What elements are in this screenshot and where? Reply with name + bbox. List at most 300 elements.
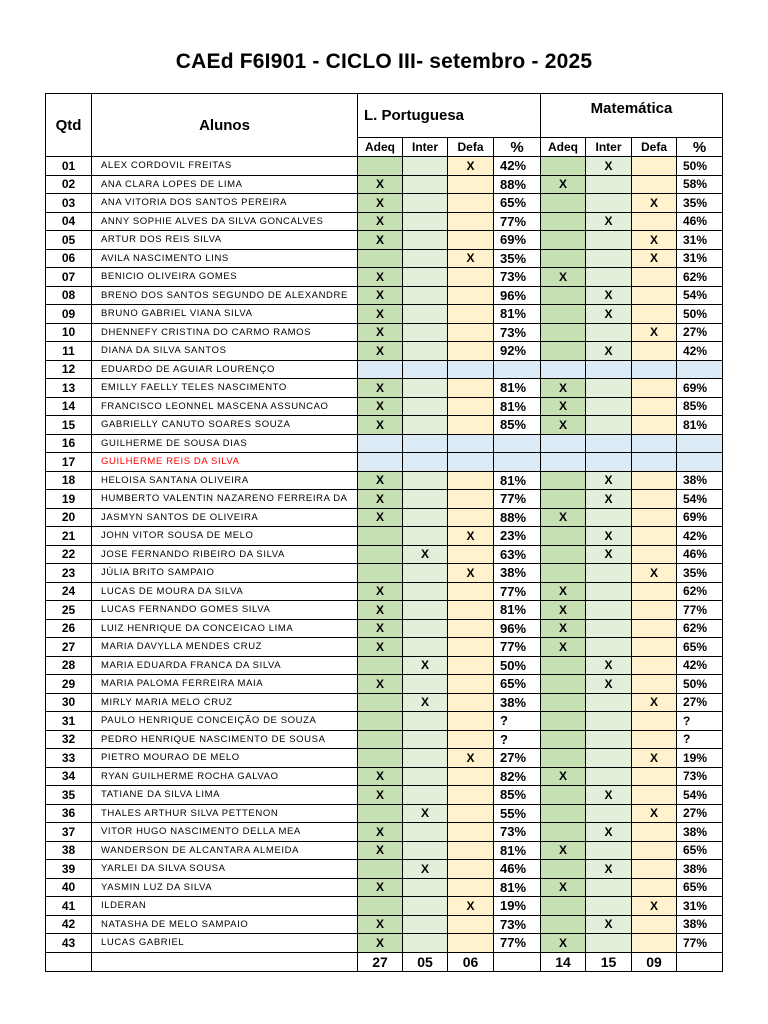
- lp-defa-cell: [448, 823, 494, 842]
- mt-pct-cell: 85%: [677, 397, 723, 416]
- mt-defa-cell: [632, 212, 677, 231]
- mt-inter-cell: X: [586, 823, 632, 842]
- lp-defa-cell: [448, 416, 494, 435]
- lp-pct-cell: 73%: [494, 268, 541, 287]
- student-name: MIRLY MARIA MELO CRUZ: [92, 693, 358, 712]
- lp-inter-cell: [403, 619, 448, 638]
- row-number: 23: [46, 564, 92, 583]
- mt-adeq-cell: X: [541, 767, 586, 786]
- mt-defa-cell: [632, 638, 677, 657]
- student-name: ALEX CORDOVIL FREITAS: [92, 157, 358, 176]
- lp-defa-cell: [448, 675, 494, 694]
- lp-adeq-cell: [358, 860, 403, 879]
- mt-pct-cell: 62%: [677, 582, 723, 601]
- lp-adeq-cell: [358, 360, 403, 379]
- student-name: ARTUR DOS REIS SILVA: [92, 231, 358, 250]
- mt-adeq-cell: X: [541, 582, 586, 601]
- student-name: JÚLIA BRITO SAMPAIO: [92, 564, 358, 583]
- lp-pct-cell: ?: [494, 730, 541, 749]
- mt-adeq-cell: [541, 360, 586, 379]
- mt-inter-cell: X: [586, 471, 632, 490]
- student-name: NATASHA DE MELO SAMPAIO: [92, 915, 358, 934]
- lp-inter-cell: [403, 823, 448, 842]
- student-name: PEDRO HENRIQUE NASCIMENTO DE SOUSA: [92, 730, 358, 749]
- row-number: 29: [46, 675, 92, 694]
- lp-defa-cell: [448, 379, 494, 398]
- mt-defa-cell: [632, 397, 677, 416]
- lp-defa-cell: [448, 342, 494, 361]
- row-number: 16: [46, 434, 92, 453]
- row-number: 20: [46, 508, 92, 527]
- mt-inter-cell: [586, 434, 632, 453]
- lp-adeq-cell: [358, 545, 403, 564]
- lp-adeq-cell: [358, 249, 403, 268]
- lp-defa-total: 06: [448, 952, 494, 971]
- lp-defa-cell: [448, 804, 494, 823]
- student-name: ANA CLARA LOPES DE LIMA: [92, 175, 358, 194]
- lp-adeq-cell: X: [358, 619, 403, 638]
- mt-defa-cell: [632, 582, 677, 601]
- lp-inter-cell: X: [403, 804, 448, 823]
- totals-empty-cell: [92, 952, 358, 971]
- mt-adeq-cell: X: [541, 619, 586, 638]
- lp-pct-cell: 73%: [494, 823, 541, 842]
- lp-inter-cell: [403, 730, 448, 749]
- lp-defa-cell: [448, 619, 494, 638]
- mt-adeq-cell: [541, 730, 586, 749]
- lp-adeq-cell: X: [358, 601, 403, 620]
- mt-defa-cell: [632, 471, 677, 490]
- mt-inter-cell: [586, 323, 632, 342]
- lp-inter-cell: [403, 749, 448, 768]
- lp-defa-cell: [448, 545, 494, 564]
- lp-pct-cell: 85%: [494, 416, 541, 435]
- lp-pct-cell: 81%: [494, 841, 541, 860]
- table-row: [46, 749, 723, 768]
- lp-adeq-cell: X: [358, 212, 403, 231]
- mt-inter-cell: X: [586, 157, 632, 176]
- row-number: 07: [46, 268, 92, 287]
- row-number: 41: [46, 897, 92, 916]
- student-name: DIANA DA SILVA SANTOS: [92, 342, 358, 361]
- lp-adeq-cell: X: [358, 342, 403, 361]
- lp-adeq-cell: [358, 749, 403, 768]
- lp-pct-cell: 23%: [494, 527, 541, 546]
- row-number: 33: [46, 749, 92, 768]
- mt-inter-cell: [586, 804, 632, 823]
- table-row: [46, 804, 723, 823]
- mt-adeq-cell: [541, 434, 586, 453]
- lp-adeq-total: 27: [358, 952, 403, 971]
- mt-defa-cell: [632, 767, 677, 786]
- student-name: YASMIN LUZ DA SILVA: [92, 878, 358, 897]
- table-row: [46, 471, 723, 490]
- totals-empty-cell: [677, 952, 723, 971]
- mt-inter-cell: [586, 619, 632, 638]
- student-name: ANA VITORIA DOS SANTOS PEREIRA: [92, 194, 358, 213]
- lp-pct-cell: 73%: [494, 323, 541, 342]
- mt-defa-cell: [632, 675, 677, 694]
- lp-pct-cell: 65%: [494, 194, 541, 213]
- lp-defa-cell: [448, 582, 494, 601]
- mt-pct-cell: 73%: [677, 767, 723, 786]
- mt-defa-cell: [632, 656, 677, 675]
- row-number: 34: [46, 767, 92, 786]
- row-number: 36: [46, 804, 92, 823]
- mt-defa-cell: [632, 527, 677, 546]
- row-number: 08: [46, 286, 92, 305]
- mt-inter-cell: [586, 416, 632, 435]
- mt-inter-cell: [586, 397, 632, 416]
- lp-adeq-cell: X: [358, 305, 403, 324]
- row-number: 39: [46, 860, 92, 879]
- mt-pct-cell: 58%: [677, 175, 723, 194]
- lp-pct-cell: 88%: [494, 508, 541, 527]
- lp-defa-cell: [448, 268, 494, 287]
- lp-pct-cell: 38%: [494, 564, 541, 583]
- mt-defa-cell: [632, 786, 677, 805]
- row-number: 35: [46, 786, 92, 805]
- lp-adeq-cell: [358, 693, 403, 712]
- mt-inter-cell: X: [586, 860, 632, 879]
- mt-pct-cell: 27%: [677, 323, 723, 342]
- mt-pct-cell: 62%: [677, 619, 723, 638]
- mt-adeq-cell: X: [541, 508, 586, 527]
- lp-adeq-cell: X: [358, 638, 403, 657]
- row-number: 13: [46, 379, 92, 398]
- mt-adeq-cell: [541, 323, 586, 342]
- table-row: [46, 897, 723, 916]
- row-number: 09: [46, 305, 92, 324]
- table-row: [46, 545, 723, 564]
- mt-adeq-cell: [541, 527, 586, 546]
- lp-defa-cell: X: [448, 527, 494, 546]
- mt-defa-total: 09: [632, 952, 677, 971]
- lp-inter-cell: [403, 508, 448, 527]
- mt-pct-cell: 27%: [677, 693, 723, 712]
- mt-adeq-cell: [541, 453, 586, 472]
- student-name: MARIA PALOMA FERREIRA MAIA: [92, 675, 358, 694]
- mt-defa-cell: [632, 619, 677, 638]
- mt-inter-cell: X: [586, 656, 632, 675]
- student-name: GUILHERME DE SOUSA DIAS: [92, 434, 358, 453]
- lp-defa-cell: [448, 397, 494, 416]
- mt-inter-cell: [586, 712, 632, 731]
- lp-pct-cell: 96%: [494, 619, 541, 638]
- lp-adeq-cell: [358, 656, 403, 675]
- mt-pct-cell: 77%: [677, 934, 723, 953]
- mt-defa-cell: X: [632, 194, 677, 213]
- lp-inter-cell: [403, 342, 448, 361]
- lp-defa-cell: [448, 471, 494, 490]
- mt-pct-cell: 54%: [677, 786, 723, 805]
- lp-inter-cell: [403, 157, 448, 176]
- student-name: VITOR HUGO NASCIMENTO DELLA MEA: [92, 823, 358, 842]
- mt-defa-cell: [632, 712, 677, 731]
- row-number: 31: [46, 712, 92, 731]
- lp-pct-cell: [494, 360, 541, 379]
- mt-defa-cell: X: [632, 749, 677, 768]
- mt-inter-cell: [586, 194, 632, 213]
- mt-inter-cell: [586, 601, 632, 620]
- lp-adeq-cell: X: [358, 471, 403, 490]
- lp-inter-cell: [403, 379, 448, 398]
- lp-inter-cell: [403, 360, 448, 379]
- lp-inter-cell: [403, 564, 448, 583]
- lp-inter-cell: [403, 841, 448, 860]
- mt-inter-cell: X: [586, 286, 632, 305]
- mt-defa-header: Defa: [632, 138, 677, 157]
- student-name: LUCAS DE MOURA DA SILVA: [92, 582, 358, 601]
- row-number: 21: [46, 527, 92, 546]
- mt-adeq-cell: [541, 564, 586, 583]
- mt-inter-cell: [586, 175, 632, 194]
- lp-inter-cell: X: [403, 860, 448, 879]
- lp-adeq-cell: X: [358, 582, 403, 601]
- mt-defa-cell: X: [632, 804, 677, 823]
- mt-adeq-cell: [541, 471, 586, 490]
- mt-pct-cell: 35%: [677, 564, 723, 583]
- lp-defa-cell: [448, 860, 494, 879]
- lp-pct-cell: [494, 434, 541, 453]
- table-row: [46, 286, 723, 305]
- mt-inter-cell: [586, 693, 632, 712]
- lp-defa-cell: [448, 453, 494, 472]
- student-name: JOSE FERNANDO RIBEIRO DA SILVA: [92, 545, 358, 564]
- row-number: 40: [46, 878, 92, 897]
- student-name: HUMBERTO VALENTIN NAZARENO FERREIRA DA: [92, 490, 358, 509]
- lp-inter-cell: [403, 249, 448, 268]
- mt-inter-cell: [586, 453, 632, 472]
- lp-defa-header: Defa: [448, 138, 494, 157]
- mt-pct-cell: 46%: [677, 212, 723, 231]
- mt-pct-cell: 27%: [677, 804, 723, 823]
- lp-adeq-cell: X: [358, 508, 403, 527]
- row-number: 30: [46, 693, 92, 712]
- mt-inter-cell: [586, 249, 632, 268]
- lp-defa-cell: [448, 323, 494, 342]
- lp-defa-cell: [448, 730, 494, 749]
- table-row: [46, 656, 723, 675]
- mt-defa-cell: [632, 545, 677, 564]
- lp-inter-cell: [403, 434, 448, 453]
- lp-pct-cell: 81%: [494, 601, 541, 620]
- math-header: Matemática: [541, 94, 723, 138]
- mt-adeq-cell: [541, 231, 586, 250]
- table-row: [46, 915, 723, 934]
- mt-pct-cell: 54%: [677, 286, 723, 305]
- lp-inter-cell: [403, 231, 448, 250]
- mt-inter-cell: [586, 379, 632, 398]
- table-row: [46, 305, 723, 324]
- mt-adeq-cell: [541, 712, 586, 731]
- mt-defa-cell: [632, 730, 677, 749]
- mt-defa-cell: [632, 823, 677, 842]
- table-row: [46, 508, 723, 527]
- lp-pct-cell: 85%: [494, 786, 541, 805]
- lp-defa-cell: [448, 656, 494, 675]
- portuguese-header: L. Portuguesa: [358, 94, 541, 138]
- student-name: BRUNO GABRIEL VIANA SILVA: [92, 305, 358, 324]
- table-row: [46, 194, 723, 213]
- table-row: [46, 841, 723, 860]
- lp-adeq-cell: [358, 434, 403, 453]
- totals-empty-cell: [494, 952, 541, 971]
- mt-inter-cell: [586, 749, 632, 768]
- lp-adeq-cell: [358, 712, 403, 731]
- student-name: HELOISA SANTANA OLIVEIRA: [92, 471, 358, 490]
- mt-defa-cell: [632, 175, 677, 194]
- table-row: [46, 268, 723, 287]
- lp-inter-cell: [403, 915, 448, 934]
- lp-pct-cell: 81%: [494, 397, 541, 416]
- lp-adeq-cell: X: [358, 915, 403, 934]
- table-row: [46, 767, 723, 786]
- lp-inter-cell: [403, 490, 448, 509]
- mt-adeq-cell: [541, 897, 586, 916]
- lp-adeq-cell: X: [358, 841, 403, 860]
- mt-inter-cell: X: [586, 545, 632, 564]
- table-row: [46, 249, 723, 268]
- mt-pct-cell: 42%: [677, 656, 723, 675]
- lp-defa-cell: [448, 841, 494, 860]
- lp-pct-cell: 35%: [494, 249, 541, 268]
- mt-pct-cell: 65%: [677, 878, 723, 897]
- row-number: 05: [46, 231, 92, 250]
- student-name: BENICIO OLIVEIRA GOMES: [92, 268, 358, 287]
- lp-inter-cell: [403, 305, 448, 324]
- lp-defa-cell: [448, 767, 494, 786]
- mt-pct-cell: 31%: [677, 897, 723, 916]
- lp-defa-cell: X: [448, 249, 494, 268]
- mt-pct-cell: 50%: [677, 157, 723, 176]
- lp-pct-cell: 73%: [494, 915, 541, 934]
- table-row: [46, 582, 723, 601]
- row-number: 28: [46, 656, 92, 675]
- lp-inter-cell: [403, 268, 448, 287]
- mt-pct-cell: 31%: [677, 231, 723, 250]
- mt-adeq-cell: [541, 305, 586, 324]
- table-row: [46, 453, 723, 472]
- row-number: 01: [46, 157, 92, 176]
- table-row: [46, 490, 723, 509]
- mt-inter-cell: X: [586, 342, 632, 361]
- student-name: LUIZ HENRIQUE DA CONCEICAO LIMA: [92, 619, 358, 638]
- student-name: ANNY SOPHIE ALVES DA SILVA GONCALVES: [92, 212, 358, 231]
- mt-adeq-cell: [541, 915, 586, 934]
- lp-adeq-cell: X: [358, 490, 403, 509]
- mt-defa-cell: [632, 841, 677, 860]
- lp-pct-cell: 77%: [494, 934, 541, 953]
- mt-inter-cell: X: [586, 212, 632, 231]
- lp-pct-header: %: [494, 138, 541, 157]
- mt-pct-cell: 81%: [677, 416, 723, 435]
- mt-pct-cell: 50%: [677, 675, 723, 694]
- mt-adeq-cell: [541, 786, 586, 805]
- mt-adeq-cell: [541, 157, 586, 176]
- table-row: [46, 638, 723, 657]
- table-row: [46, 693, 723, 712]
- lp-defa-cell: [448, 638, 494, 657]
- row-number: 11: [46, 342, 92, 361]
- student-name: TATIANE DA SILVA LIMA: [92, 786, 358, 805]
- lp-pct-cell: 63%: [494, 545, 541, 564]
- lp-pct-cell: 88%: [494, 175, 541, 194]
- mt-inter-cell: X: [586, 490, 632, 509]
- mt-defa-cell: [632, 490, 677, 509]
- lp-adeq-cell: X: [358, 231, 403, 250]
- mt-defa-cell: [632, 286, 677, 305]
- mt-inter-cell: [586, 841, 632, 860]
- lp-inter-cell: [403, 767, 448, 786]
- row-number: 26: [46, 619, 92, 638]
- lp-defa-cell: X: [448, 897, 494, 916]
- mt-pct-cell: 38%: [677, 860, 723, 879]
- mt-pct-cell: [677, 453, 723, 472]
- table-row: [46, 360, 723, 379]
- row-number: 06: [46, 249, 92, 268]
- table-row: [46, 934, 723, 953]
- lp-inter-cell: [403, 323, 448, 342]
- table-row: [46, 527, 723, 546]
- page-title: CAEd F6I901 - CICLO III- setembro - 2025: [175, 50, 593, 73]
- mt-inter-cell: [586, 934, 632, 953]
- lp-adeq-cell: X: [358, 934, 403, 953]
- row-number: 12: [46, 360, 92, 379]
- mt-adeq-cell: X: [541, 379, 586, 398]
- mt-defa-cell: [632, 379, 677, 398]
- row-number: 27: [46, 638, 92, 657]
- mt-inter-cell: [586, 897, 632, 916]
- mt-pct-cell: 54%: [677, 490, 723, 509]
- mt-pct-cell: [677, 434, 723, 453]
- lp-inter-cell: [403, 397, 448, 416]
- student-name: BRENO DOS SANTOS SEGUNDO DE ALEXANDRE: [92, 286, 358, 305]
- mt-defa-cell: [632, 416, 677, 435]
- lp-defa-cell: [448, 360, 494, 379]
- mt-inter-cell: [586, 231, 632, 250]
- mt-inter-cell: X: [586, 305, 632, 324]
- mt-inter-total: 15: [586, 952, 632, 971]
- lp-defa-cell: [448, 175, 494, 194]
- lp-pct-cell: 81%: [494, 471, 541, 490]
- lp-inter-cell: X: [403, 545, 448, 564]
- student-name: LUCAS FERNANDO GOMES SILVA: [92, 601, 358, 620]
- lp-adeq-cell: [358, 453, 403, 472]
- lp-pct-cell: 92%: [494, 342, 541, 361]
- mt-adeq-cell: [541, 286, 586, 305]
- mt-adeq-header: Adeq: [541, 138, 586, 157]
- student-name: EDUARDO DE AGUIAR LOURENÇO: [92, 360, 358, 379]
- lp-inter-cell: [403, 878, 448, 897]
- mt-defa-cell: [632, 342, 677, 361]
- mt-defa-cell: [632, 268, 677, 287]
- lp-pct-cell: 77%: [494, 212, 541, 231]
- lp-adeq-cell: X: [358, 397, 403, 416]
- row-number: 38: [46, 841, 92, 860]
- mt-defa-cell: X: [632, 564, 677, 583]
- mt-pct-cell: 35%: [677, 194, 723, 213]
- lp-pct-cell: 77%: [494, 490, 541, 509]
- mt-adeq-cell: X: [541, 268, 586, 287]
- student-name: JASMYN SANTOS DE OLIVEIRA: [92, 508, 358, 527]
- mt-inter-cell: [586, 878, 632, 897]
- lp-inter-total: 05: [403, 952, 448, 971]
- alunos-header: Alunos: [92, 94, 358, 157]
- lp-adeq-cell: X: [358, 767, 403, 786]
- mt-inter-cell: [586, 730, 632, 749]
- lp-pct-cell: 82%: [494, 767, 541, 786]
